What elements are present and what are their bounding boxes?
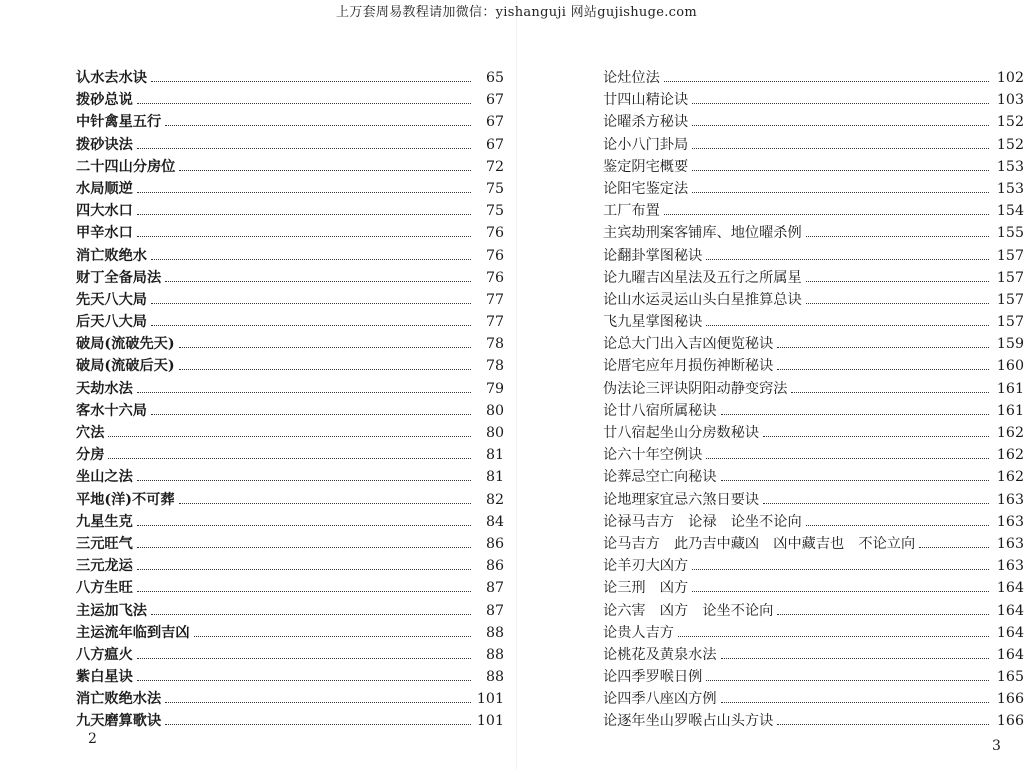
toc-entry-title: 认水去水诀 xyxy=(76,70,147,86)
toc-entry-page: 166 xyxy=(996,713,1024,730)
toc-entry-title: 八方瘟火 xyxy=(76,646,133,663)
toc-entry-title: 分房 xyxy=(76,447,105,464)
dot-leader xyxy=(137,480,471,481)
toc-entry-title: 主运流年临到吉凶 xyxy=(76,624,190,641)
toc-entry-page: 163 xyxy=(996,558,1024,575)
toc-entry-page: 159 xyxy=(996,336,1024,353)
dot-leader xyxy=(179,503,471,504)
toc-entry xyxy=(603,622,1024,644)
dot-leader xyxy=(137,658,471,659)
dot-leader xyxy=(137,192,471,193)
toc-entry xyxy=(76,222,504,244)
dot-leader xyxy=(151,614,471,615)
toc-entry-page: 162 xyxy=(996,469,1024,486)
toc-entry-page: 157 xyxy=(996,291,1024,308)
dot-leader xyxy=(165,702,471,703)
toc-entry xyxy=(76,400,504,422)
dot-leader xyxy=(137,591,471,592)
dot-leader xyxy=(151,259,471,260)
toc-entry xyxy=(603,355,1024,377)
toc-entry-page: 72 xyxy=(485,158,504,175)
toc-left-page xyxy=(76,67,504,733)
toc-entry xyxy=(76,67,504,89)
dot-leader xyxy=(179,170,471,171)
toc-entry-page: 152 xyxy=(996,114,1024,131)
toc-entry-title: 紫白星诀 xyxy=(76,669,133,686)
toc-entry-page: 166 xyxy=(996,691,1024,708)
toc-entry-page: 160 xyxy=(996,358,1024,375)
toc-entry xyxy=(603,111,1024,133)
dot-leader xyxy=(137,525,471,526)
toc-entry-page: 153 xyxy=(996,180,1024,197)
dot-leader xyxy=(806,303,989,304)
toc-entry xyxy=(603,489,1024,511)
toc-entry-title: 论葬忌空亡向秘诀 xyxy=(603,469,717,486)
toc-entry xyxy=(603,444,1024,466)
toc-entry-title: 三元旺气 xyxy=(76,535,133,552)
dot-leader xyxy=(919,547,989,548)
dot-leader xyxy=(706,259,989,260)
dot-leader xyxy=(706,680,989,681)
toc-entry-title: 坐山之法 xyxy=(76,469,133,486)
toc-entry xyxy=(603,466,1024,488)
toc-entry xyxy=(603,688,1024,710)
dot-leader xyxy=(151,414,471,415)
dot-leader xyxy=(692,125,989,126)
dot-leader xyxy=(678,636,989,637)
toc-entry-page: 86 xyxy=(485,535,504,552)
toc-entry xyxy=(603,422,1024,444)
toc-entry xyxy=(76,577,504,599)
toc-entry xyxy=(603,222,1024,244)
toc-entry-title: 论六害 凶方 论坐不论向 xyxy=(603,602,774,619)
dot-leader xyxy=(692,569,989,570)
dot-leader xyxy=(179,347,471,348)
dot-leader xyxy=(165,281,471,282)
toc-entry-page: 67 xyxy=(485,114,504,131)
toc-entry-page: 161 xyxy=(996,402,1024,419)
dot-leader xyxy=(763,436,989,437)
toc-entry-page: 163 xyxy=(996,491,1024,508)
toc-entry-title: 穴法 xyxy=(76,425,105,441)
toc-entry-title: 论桃花及黄泉水法 xyxy=(603,646,717,663)
toc-entry-page: 102 xyxy=(996,70,1024,86)
toc-entry-title: 论阳宅鉴定法 xyxy=(603,180,689,197)
toc-entry-title: 论禄马吉方 论禄 论坐不论向 xyxy=(603,513,802,530)
toc-entry-page: 164 xyxy=(996,580,1024,597)
toc-entry-title: 论地理家宜忌六煞日要诀 xyxy=(603,491,760,508)
toc-entry xyxy=(603,400,1024,422)
toc-entry xyxy=(603,644,1024,666)
dot-leader xyxy=(692,103,989,104)
toc-entry-title: 廿四山精论诀 xyxy=(603,92,689,109)
toc-entry-title: 三元龙运 xyxy=(76,558,133,575)
toc-entry-title: 主运加飞法 xyxy=(76,602,147,619)
toc-entry-title: 论贵人吉方 xyxy=(603,624,674,641)
dot-leader xyxy=(151,303,471,304)
toc-entry-page: 162 xyxy=(996,447,1024,464)
toc-entry-page: 76 xyxy=(485,225,504,242)
toc-entry xyxy=(603,710,1024,732)
toc-entry xyxy=(76,555,504,577)
toc-entry xyxy=(603,134,1024,156)
toc-entry xyxy=(76,289,504,311)
toc-entry-page: 103 xyxy=(996,92,1024,109)
toc-entry-page: 65 xyxy=(485,70,504,86)
dot-leader xyxy=(806,236,989,237)
toc-right-page xyxy=(603,67,1024,733)
dot-leader xyxy=(721,702,989,703)
toc-entry-title: 鉴定阴宅概要 xyxy=(603,158,689,175)
toc-entry-page: 101 xyxy=(476,713,504,730)
toc-entry xyxy=(603,533,1024,555)
dot-leader xyxy=(777,614,989,615)
toc-entry-page: 162 xyxy=(996,425,1024,441)
dot-leader xyxy=(664,81,989,82)
toc-entry-page: 78 xyxy=(485,358,504,375)
toc-entry xyxy=(76,533,504,555)
toc-entry-title: 消亡败绝水 xyxy=(76,247,147,264)
dot-leader xyxy=(791,392,989,393)
dot-leader xyxy=(137,214,471,215)
toc-entry-title: 平地(洋)不可葬 xyxy=(76,491,175,508)
toc-entry-page: 163 xyxy=(996,513,1024,530)
toc-entry-page: 88 xyxy=(485,669,504,686)
toc-entry xyxy=(603,89,1024,111)
toc-entry-title: 九星生克 xyxy=(76,513,133,530)
toc-entry-page: 155 xyxy=(996,225,1024,242)
toc-entry-title: 论小八门卦局 xyxy=(603,136,689,153)
toc-entry xyxy=(603,511,1024,533)
toc-entry-page: 67 xyxy=(485,92,504,109)
dot-leader xyxy=(706,458,989,459)
toc-entry xyxy=(603,67,1024,89)
toc-entry-page: 164 xyxy=(996,646,1024,663)
dot-leader xyxy=(692,170,989,171)
toc-entry-title: 先天八大局 xyxy=(76,291,147,308)
toc-entry xyxy=(76,134,504,156)
toc-entry xyxy=(603,378,1024,400)
toc-entry-page: 157 xyxy=(996,314,1024,331)
dot-leader xyxy=(137,103,471,104)
toc-entry-title: 消亡败绝水法 xyxy=(76,691,162,708)
page-header-watermark: 上万套周易教程请加微信：yishanguji 网站gujishuge.com xyxy=(336,5,697,20)
toc-entry-page: 75 xyxy=(485,203,504,220)
toc-entry xyxy=(76,444,504,466)
toc-entry-page: 164 xyxy=(996,602,1024,619)
toc-entry xyxy=(76,466,504,488)
page-fold xyxy=(516,0,517,770)
toc-entry-title: 论三刑 凶方 xyxy=(603,580,689,597)
toc-entry xyxy=(76,245,504,267)
toc-entry xyxy=(76,489,504,511)
toc-entry xyxy=(76,422,504,444)
toc-entry xyxy=(76,200,504,222)
dot-leader xyxy=(137,680,471,681)
toc-entry xyxy=(603,267,1024,289)
toc-entry-title: 破局(流破先天) xyxy=(76,336,175,353)
toc-entry-title: 廿八宿起坐山分房数秘诀 xyxy=(603,425,760,441)
toc-entry-title: 八方生旺 xyxy=(76,580,133,597)
toc-entry-page: 87 xyxy=(485,580,504,597)
toc-entry-title: 论六十年空例诀 xyxy=(603,447,703,464)
toc-entry-title: 破局(流破后天) xyxy=(76,358,175,375)
toc-entry-page: 77 xyxy=(485,314,504,331)
toc-entry-title: 拨砂诀法 xyxy=(76,136,133,153)
toc-entry-page: 165 xyxy=(996,669,1024,686)
toc-entry-page: 101 xyxy=(476,691,504,708)
toc-entry xyxy=(76,666,504,688)
toc-entry xyxy=(603,600,1024,622)
dot-leader xyxy=(692,192,989,193)
dot-leader xyxy=(151,325,471,326)
toc-entry-page: 77 xyxy=(485,291,504,308)
toc-entry xyxy=(603,577,1024,599)
toc-entry-title: 论曜杀方秘诀 xyxy=(603,114,689,131)
page-number-left: 2 xyxy=(88,731,97,747)
toc-entry xyxy=(603,333,1024,355)
toc-entry xyxy=(603,555,1024,577)
dot-leader xyxy=(777,347,989,348)
toc-entry-page: 80 xyxy=(485,425,504,441)
toc-entry-title: 四大水口 xyxy=(76,203,133,220)
toc-entry-page: 152 xyxy=(996,136,1024,153)
toc-entry xyxy=(603,200,1024,222)
toc-entry-page: 157 xyxy=(996,247,1024,264)
dot-leader xyxy=(692,591,989,592)
toc-entry-title: 论厝宅应年月损伤神断秘诀 xyxy=(603,358,774,375)
toc-entry-page: 82 xyxy=(485,491,504,508)
dot-leader xyxy=(777,724,989,725)
toc-entry-page: 87 xyxy=(485,602,504,619)
toc-entry-title: 论羊刃大凶方 xyxy=(603,558,689,575)
toc-entry-title: 甲辛水口 xyxy=(76,225,133,242)
dot-leader xyxy=(721,658,989,659)
toc-entry-page: 81 xyxy=(485,469,504,486)
toc-entry xyxy=(76,178,504,200)
dot-leader xyxy=(721,414,989,415)
toc-entry-title: 论灶位法 xyxy=(603,70,660,86)
toc-entry xyxy=(76,644,504,666)
toc-entry xyxy=(76,600,504,622)
dot-leader xyxy=(137,392,471,393)
toc-entry-title: 论逐年坐山罗喉占山头方诀 xyxy=(603,713,774,730)
toc-entry-title: 拨砂总说 xyxy=(76,92,133,109)
dot-leader xyxy=(179,369,471,370)
dot-leader xyxy=(692,148,989,149)
dot-leader xyxy=(137,547,471,548)
dot-leader xyxy=(108,436,471,437)
toc-entry-page: 88 xyxy=(485,646,504,663)
toc-entry xyxy=(76,333,504,355)
toc-entry xyxy=(76,378,504,400)
toc-entry-title: 论廿八宿所属秘诀 xyxy=(603,402,717,419)
toc-entry-title: 水局顺逆 xyxy=(76,180,133,197)
toc-entry-title: 财丁全备局法 xyxy=(76,269,162,286)
toc-entry-title: 客水十六局 xyxy=(76,402,147,419)
toc-entry-title: 论山水运灵运山头白星推算总诀 xyxy=(603,291,802,308)
toc-entry-page: 78 xyxy=(485,336,504,353)
toc-entry-title: 论翻卦掌图秘诀 xyxy=(603,247,703,264)
toc-entry-page: 76 xyxy=(485,247,504,264)
toc-entry xyxy=(76,710,504,732)
toc-entry-page: 157 xyxy=(996,269,1024,286)
toc-entry xyxy=(76,267,504,289)
toc-entry-title: 二十四山分房位 xyxy=(76,158,176,175)
toc-entry-page: 88 xyxy=(485,624,504,641)
toc-entry-title: 论马吉方 此乃吉中藏凶 凶中藏吉也 不论立向 xyxy=(603,535,916,552)
toc-entry-page: 81 xyxy=(485,447,504,464)
dot-leader xyxy=(806,281,989,282)
toc-entry-page: 163 xyxy=(996,535,1024,552)
toc-entry xyxy=(603,178,1024,200)
dot-leader xyxy=(165,724,471,725)
toc-entry xyxy=(603,666,1024,688)
dot-leader xyxy=(151,81,471,82)
dot-leader xyxy=(165,125,471,126)
dot-leader xyxy=(763,503,989,504)
page-number-right: 3 xyxy=(992,738,1001,754)
toc-entry-page: 154 xyxy=(996,203,1024,220)
toc-entry-title: 工厂布置 xyxy=(603,203,660,220)
toc-entry-title: 论四季八座凶方例 xyxy=(603,691,717,708)
toc-entry xyxy=(76,355,504,377)
dot-leader xyxy=(137,236,471,237)
toc-entry-title: 九天磨算歌诀 xyxy=(76,713,162,730)
toc-entry-title: 主宾劫刑案客铺库、地位曜杀例 xyxy=(603,225,802,242)
toc-entry-page: 76 xyxy=(485,269,504,286)
dot-leader xyxy=(194,636,471,637)
toc-entry-page: 153 xyxy=(996,158,1024,175)
toc-entry xyxy=(76,156,504,178)
toc-entry-page: 75 xyxy=(485,180,504,197)
toc-entry-title: 中针禽星五行 xyxy=(76,114,162,131)
toc-entry-title: 论四季罗喉日例 xyxy=(603,669,703,686)
toc-entry-title: 论总大门出入吉凶便览秘诀 xyxy=(603,336,774,353)
toc-entry xyxy=(76,89,504,111)
toc-entry xyxy=(603,311,1024,333)
toc-entry xyxy=(603,245,1024,267)
toc-entry-page: 67 xyxy=(485,136,504,153)
toc-entry-page: 84 xyxy=(485,513,504,530)
toc-entry-page: 86 xyxy=(485,558,504,575)
toc-entry-page: 79 xyxy=(485,380,504,397)
dot-leader xyxy=(806,525,989,526)
toc-entry-title: 伪法论三评诀阴阳动静变窍法 xyxy=(603,380,788,397)
toc-entry-title: 飞九星掌图秘诀 xyxy=(603,314,703,331)
toc-entry-title: 后天八大局 xyxy=(76,314,147,331)
dot-leader xyxy=(137,148,471,149)
toc-entry-page: 161 xyxy=(996,380,1024,397)
toc-entry xyxy=(603,156,1024,178)
dot-leader xyxy=(721,480,989,481)
toc-entry xyxy=(603,289,1024,311)
toc-entry xyxy=(76,688,504,710)
dot-leader xyxy=(108,458,471,459)
toc-entry-page: 80 xyxy=(485,402,504,419)
dot-leader xyxy=(777,369,989,370)
toc-entry-page: 164 xyxy=(996,624,1024,641)
toc-entry xyxy=(76,622,504,644)
toc-entry-title: 天劫水法 xyxy=(76,380,133,397)
toc-entry xyxy=(76,511,504,533)
dot-leader xyxy=(664,214,989,215)
dot-leader xyxy=(706,325,989,326)
toc-entry-title: 论九曜吉凶星法及五行之所属星 xyxy=(603,269,802,286)
toc-entry xyxy=(76,311,504,333)
toc-entry xyxy=(76,111,504,133)
dot-leader xyxy=(137,569,471,570)
